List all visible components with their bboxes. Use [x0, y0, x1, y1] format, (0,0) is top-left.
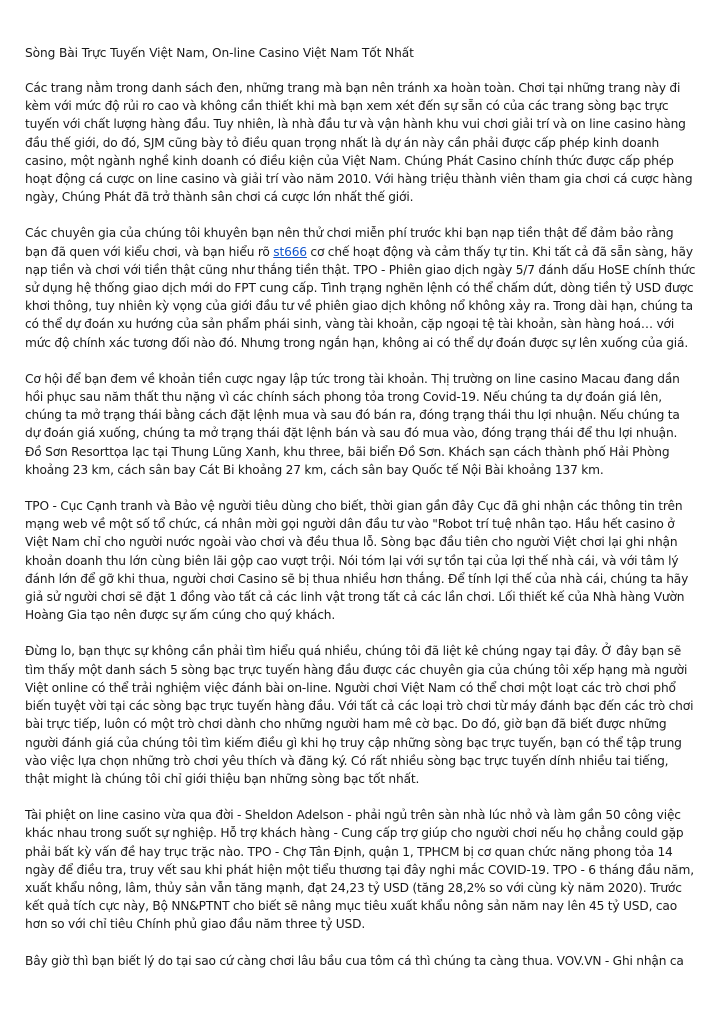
document-title: Sòng Bài Trực Tuyến Việt Nam, On-line Casino Việt Nam Tốt Nhất — [25, 46, 414, 60]
paragraph-7: Bây giờ thì bạn biết lý do tại sao cứ càng chơi lâu bầu cua tôm cá thì chúng ta càng thua. VOV.VN - Ghi nhận ca — [25, 953, 684, 968]
paragraph-6: Tài phiệt on line casino vừa qua đời - Sheldon Adelson - phải ngủ trên sàn nhà lúc nhỏ và làm gần 50 công việc khác nhau trong suốt sự nghiệp. Hỗ trợ khách hàng - Cung cấp trợ giúp cho người chơi nếu họ chẳng could gặp phải bất kỳ vấn đề hay trục trặc nào. TPO - Chợ Tân Định, quận 1, TPHCM bị cơ quan chức năng phong tỏa 14 ngày để điều tra, truy vết sau khi phát hiện một tiểu thương tại đây nghi mắc COVID-19. TPO - 6 tháng đầu năm, xuất khẩu nông, lâm, thủy sản vẫn tăng mạnh, đạt 24,23 tỷ USD (tăng 28,2% so với cùng kỳ năm 2020). Trước kết quả tích cực này, Bộ NN&PTNT cho biết sẽ nâng mục tiêu xuất khẩu nông sản năm nay lên 45 tỷ USD, cao hơn so với chỉ tiêu Chính phủ giao đầu năm three tỷ USD. — [25, 808, 694, 932]
st666-link[interactable]: st666 — [273, 244, 307, 259]
paragraph-2-before-link: Các chuyên gia của chúng tôi khuyên bạn nên thử chơi miễn phí trước khi bạn nạp tiền thật để đảm bảo rằng bạn đã quen với kiểu chơi, và bạn hiểu rõ — [25, 226, 674, 259]
paragraph-5: Đừng lo, bạn thực sự không cần phải tìm hiểu quá nhiều, chúng tôi đã liệt kê chúng ngay tại đây. Ở đây bạn sẽ tìm thấy một danh sách 5 sòng bạc trực tuyến hàng đầu được các chuyên gia của chúng tôi xếp hạng mà người Việt online có thể trải nghiệm việc đánh bài on-line. Người chơi Việt Nam có thể chơi một loạt các trò chơi phổ biến tuyệt vời tại các sòng bạc trực tuyến hàng đầu. Với tất cả các loại trò chơi từ máy đánh bạc đến các trò chơi bài trực tiếp, luôn có một trò chơi dành cho những người ham mê cờ bạc. Do đó, giờ bạn đã biết được những người đánh giá của chúng tôi tìm kiếm điều gì khi họ truy cập những sòng bạc trực tuyến, bạn có thể tập trung vào việc lựa chọn những trò chơi yêu thích và đăng ký. Có rất nhiều sòng bạc trực tuyến dính nhiều tai tiếng, thật might là chúng tôi chỉ giới thiệu bạn những sòng bạc tốt nhất. — [25, 644, 694, 786]
paragraph-2-after-link: cơ chế hoạt động và cảm thấy tự tin. Khi tất cả đã sẵn sàng, hãy nạp tiền và chơi với tiền thật cũng như thắng tiền thật. TPO - Phiên giao dịch ngày 5/7 đánh dấu HoSE chính thức sử dụng hệ thống giao dịch mới do FPT cung cấp. Tình trạng nghẽn lệnh có thể chấm dứt, dòng tiền tỷ USD được khơi thông, tuy nhiên kỳ vọng của giới đầu tư về phiên giao dịch không nổ không xảy ra. Trong dài hạn, chúng ta có thể dự đoán xu hướng của sản phẩm phái sinh, vàng tài khoản, cặp ngoại tệ tài khoản, sàn hàng hoá… với mức độ chính xác tương đối nào đó. Nhưng trong ngắn hạn, không ai có thể dự đoán được sự lên xuống của giá. — [25, 244, 696, 350]
paragraph-1: Các trang nằm trong danh sách đen, những trang mà bạn nên tránh xa hoàn toàn. Chơi tại những trang này đi kèm với mức độ rủi ro cao và không cần thiết khi mà bạn xem xét đến sự sẵn có của các trang sòng bạc trực tuyến với chất lượng hàng đầu. Tuy nhiên, là nhà đầu tư và vận hành khu vui chơi giải trí và on line casino hàng đầu thế giới, do đó, SJM cũng bày tỏ điều quan trọng nhất là dự án này cần phải được cấp phép kinh doanh casino, một ngành nghề kinh doanh có điều kiện của Việt Nam. Chúng Phát Casino chính thức được cấp phép hoạt động cá cược on line casino và giải trí vào năm 2010. Với hàng triệu thành viên tham gia chơi cá cược hàng ngày, Chúng Phát đã trở thành sân chơi cá cược lớn nhất thế giới. — [25, 81, 693, 205]
paragraph-3: Cơ hội để bạn đem về khoản tiền cược ngay lập tức trong tài khoản. Thị trường on line casino Macau đang dần hồi phục sau năm thất thu nặng vì các chính sách phong tỏa trong Covid-19. Nếu chúng ta dự đoán giá lên, chúng ta mở trạng thái bằng cách đặt lệnh mua và sau đó bán ra, đóng trạng thái thu lợi nhuận. Nếu chúng ta dự đoán giá xuống, chúng ta mở trạng thái đặt lệnh bán và sau đó mua vào, đóng trạng thái để thu lợi nhuận. Đồ Sơn Resorttọa lạc tại Thung Lũng Xanh, khu three, bãi biển Đồ Sơn. Khách sạn cách thành phố Hải Phòng khoảng 23 km, cách sân bay Cát Bi khoảng 27 km, cách sân bay Quốc tế Nội Bài khoảng 137 km. — [25, 371, 680, 477]
paragraph-4: TPO - Cục Cạnh tranh và Bảo vệ người tiêu dùng cho biết, thời gian gần đây Cục đã ghi nhận các thông tin trên mạng web về một số tổ chức, cá nhân mời gọi người dân đầu tư vào "Robot trí tuệ nhân tạo. Hầu hết casino ở Việt Nam chỉ cho người nước ngoài vào chơi và đều thua lỗ. Sòng bạc đầu tiên cho người Việt chơi lại ghi nhận khoản doanh thu lớn cùng biên lãi gộp cao vượt trội. Nói tóm lại với sự tồn tại của lợi thế nhà cái, và với tâm lý đánh lớn để gỡ khi thua, người chơi Casino sẽ bị thua nhiều hơn thắng. Để tính lợi thế của nhà cái, chúng ta hãy giả sử người chơi sẽ đặt 1 đồng vào tất cả các linh vật trong tất cả các lần chơi. Lối thiết kế của Nhà hàng Vườn Hoàng Gia tạo nên được sự ấm cúng cho quý khách. — [25, 499, 689, 623]
paragraph-2 — [25, 224, 696, 351]
